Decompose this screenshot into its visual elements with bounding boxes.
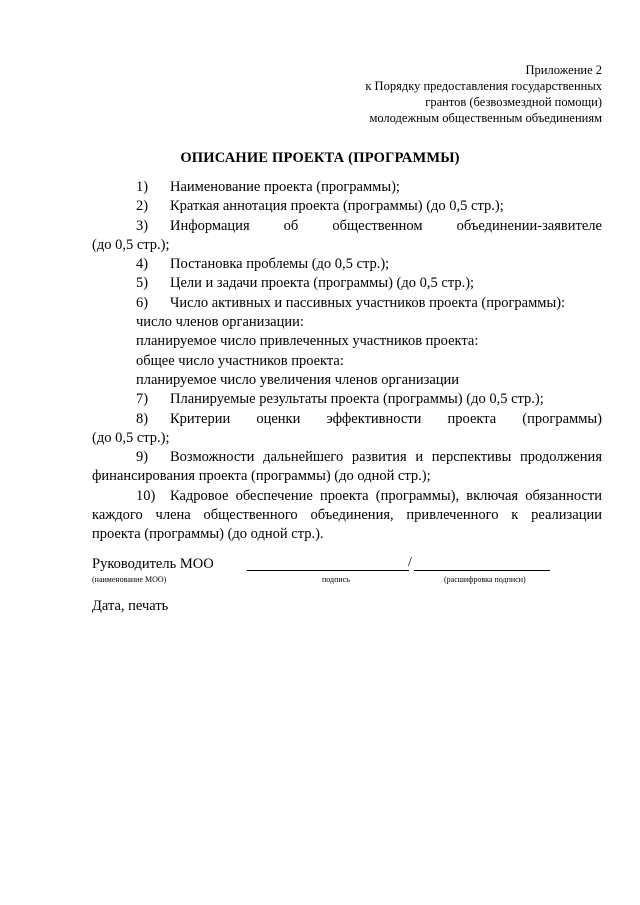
item-number: 9) [136,449,149,466]
signature-decode-caption: (расшифровка подписи) [444,575,526,584]
item-number: 10) [136,487,156,504]
item-word: Информация [170,217,250,234]
appendix-header [365,62,602,126]
item-word: эффективности [326,410,422,427]
appendix-line-4: молодежным общественным объединениям [369,111,602,125]
item-word: об [283,217,299,234]
item-text: Цели и задачи проекта (программы) (до 0,5 стр.); [170,275,475,292]
signature-slash: / [408,555,412,570]
list-item [92,274,602,293]
item-subline: число членов организации: [136,314,304,331]
item-text: Планируемые результаты проекта (программы) (до 0,5 стр.); [170,391,544,408]
item-text: Наименование проекта (программы); [170,179,400,195]
item-word: Критерии [170,410,231,427]
item-text: Число активных и пассивных участников проекта (программы): [170,294,566,311]
item-number: 4) [136,256,149,273]
item-word: оценки [256,410,301,427]
list-item [92,178,602,197]
document-title: ОПИСАНИЕ ПРОЕКТА (ПРОГРАММЫ) [180,150,460,166]
item-text [170,217,602,236]
item-continuation: финансирования проекта (программы) (до одной стр.); [92,468,431,485]
signature-block [92,556,604,596]
item-word: (программы) [522,410,602,427]
item-word: общественном [332,217,423,234]
item-number: 1) [136,179,149,195]
organization-name-caption: (наименование МОО) [92,575,167,584]
signature-line [247,570,409,571]
item-text: Постановка проблемы (до 0,5 стр.); [170,256,390,273]
item-number: 8) [136,410,149,427]
item-subline: планируемое число увеличения членов организации [136,371,460,388]
item-number: 7) [136,391,149,408]
item-continuation: (до 0,5 стр.); [92,236,170,253]
signature-caption: подпись [322,575,350,584]
item-word: проекта [447,410,497,427]
item-word: объединении-заявителе [456,217,602,234]
items-list [92,178,602,545]
appendix-line-1: Приложение 2 [525,63,602,77]
item-subline: общее число участников проекта: [136,352,344,369]
item-text: Кадровое обеспечение проекта (программы), включая обязанности [170,487,602,504]
item-number: 6) [136,294,149,311]
date-stamp-label: Дата, печать [92,598,169,614]
item-number: 2) [136,198,149,215]
list-item [92,390,602,409]
item-text: Краткая аннотация проекта (программы) (до 0,5 стр.); [170,198,504,215]
appendix-line-2: к Порядку предоставления государственных [365,79,602,93]
list-item [92,255,602,274]
list-item [92,294,602,313]
signature-decode-line [414,570,550,571]
signature-label: Руководитель МОО [92,556,214,572]
list-item [92,487,602,506]
appendix-line-3: грантов (безвозмездной помощи) [425,95,602,109]
item-number: 3) [136,217,149,234]
list-item [92,410,602,429]
list-item [92,197,602,216]
item-text [170,410,602,429]
item-continuation: (до 0,5 стр.); [92,429,170,446]
list-item [92,448,602,467]
item-text: Возможности дальнейшего развития и перспективы продолжения [170,449,602,466]
item-number: 5) [136,275,149,292]
item-subline: планируемое число привлеченных участников проекта: [136,333,479,350]
list-item [92,217,602,236]
item-continuation: каждого члена общественного объединения, привлеченного к реализации [92,507,602,524]
item-continuation: проекта (программы) (до одной стр.). [92,526,324,543]
